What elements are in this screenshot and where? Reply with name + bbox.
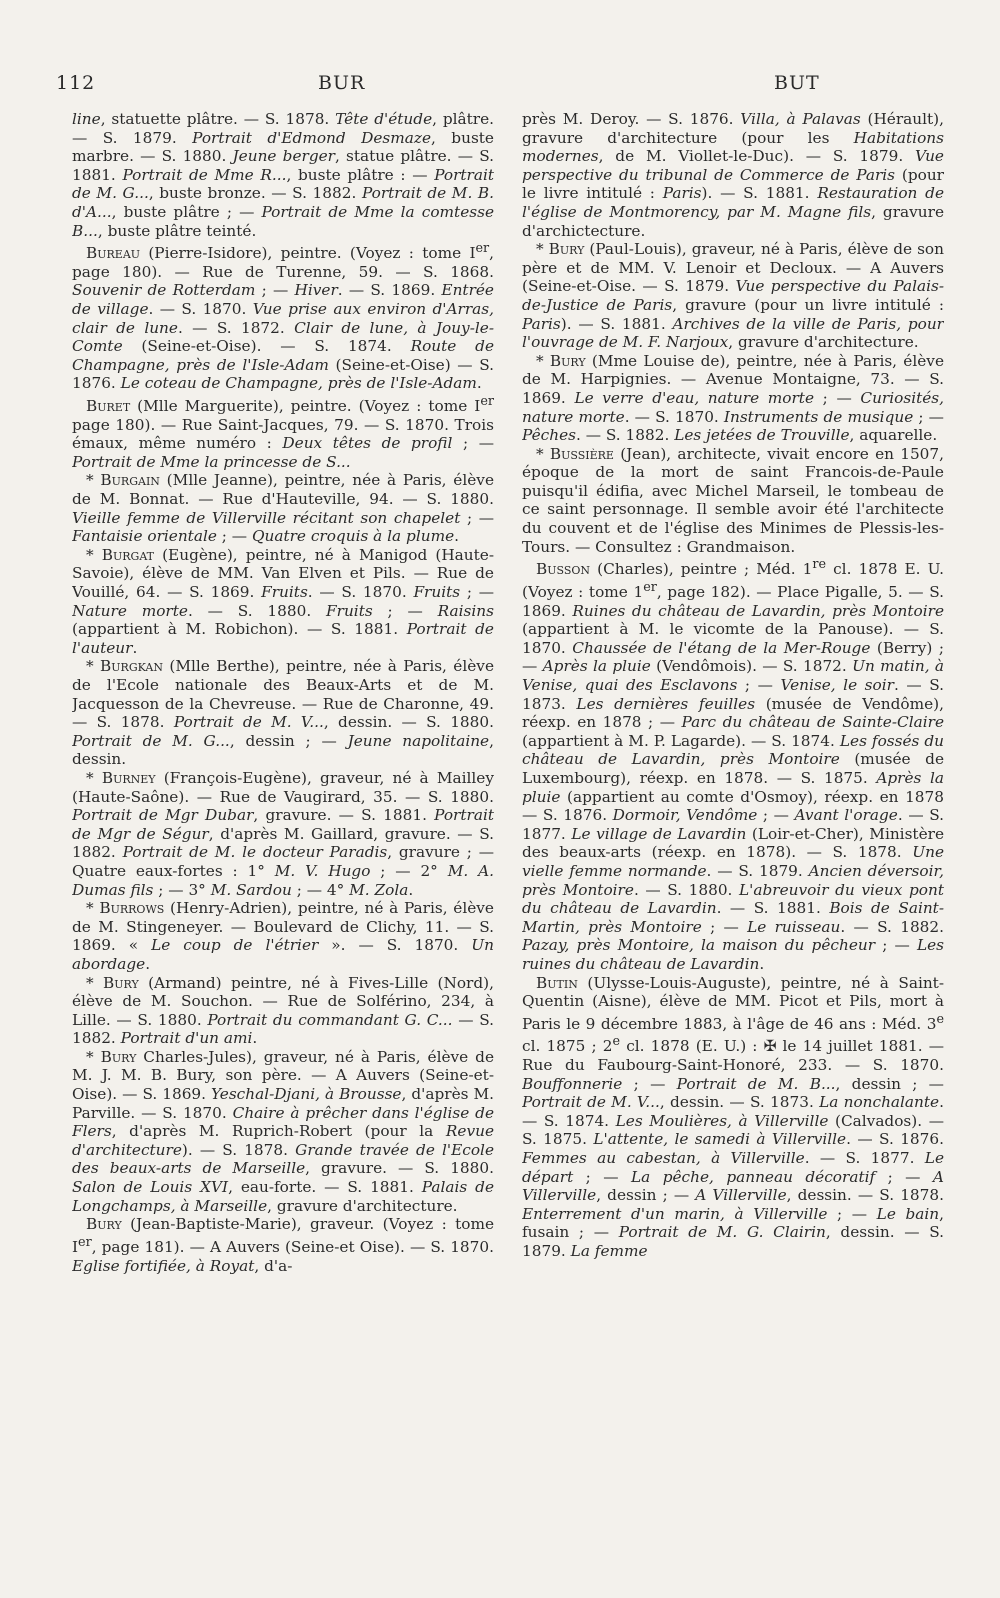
- left-running-head: BUR: [318, 72, 366, 94]
- dictionary-entry: * Burgkan (Mlle Berthe), peintre, née à Paris, élève de l'Ecole nationale des Beaux-Arts et de M. Jacquesson de la Chevreuse. — Rue de Charonne, 49. — S. 1878. Portrait de M. V..., dessin. — S. 1880. Portrait de M. G..., dessin ; — Jeune napolitaine, dessin.: [72, 657, 494, 769]
- dictionary-entry: * Burney (François-Eugène), graveur, né à Mailley (Haute-Saône). — Rue de Vaugirard, 35. — S. 1880. Portrait de Mgr Dubar, gravure. — S. 1881. Portrait de Mgr de Ségur, d'après M. Gaillard, gravure. — S. 1882. Portrait de M. le docteur Paradis, gravure ; — Quatre eaux-fortes : 1° M. V. Hugo ; — 2° M. A. Dumas fils ; — 3° M. Sardou ; — 4° M. Zola.: [72, 768, 494, 899]
- dictionary-entry: Bureau (Pierre-Isidore), peintre. (Voyez : tome Ier, page 180). — Rue de Turenne, 59. — S. 1868. Souvenir de Rotterdam ; — Hiver. — S. 1869. Entrée de village. — S. 1870. Vue prise aux environ d'Arras, clair de lune. — S. 1872. Clair de lune, à Jouy-le-Comte (Seine-et-Oise). — S. 1874. Route de Champagne, près de l'Isle-Adam (Seine-et-Oise) — S. 1876. Le coteau de Champagne, près de l'Isle-Adam.: [72, 241, 494, 393]
- dictionary-entry: Busson (Charles), peintre ; Méd. 1re cl. 1878 E. U. (Voyez : tome 1er, page 182). — Place Pigalle, 5. — S. 1869. Ruines du château de Lavardin, près Montoire (appartient à M. le vicomte de la Panouse). — S. 1870. Chaussée de l'étang de la Mer-Rouge (Berry) ; — Après la pluie (Vendômois). — S. 1872. Un matin, à Venise, quai des Esclavons ; — Venise, le soir. — S. 1873. Les dernières feuilles (musée de Vendôme), réexp. en 1878 ; — Parc du château de Sainte-Claire (appartient à M. P. Lagarde). — S. 1874. Les fossés du château de Lavardin, près Montoire (musée de Luxembourg), réexp. en 1878. — S. 1875. Après la pluie (appartient au comte d'Osmoy), réexp. en 1878 — S. 1876. Dormoir, Vendôme ; — Avant l'orage. — S. 1877. Le village de Lavardin (Loir-et-Cher), Ministère des beaux-arts (réexp. en 1878). — S. 1878. Une vielle femme normande. — S. 1879. Ancien déversoir, près Montoire. — S. 1880. L'abreuvoir du vieux pont du château de Lavardin. — S. 1881. Bois de Saint-Martin, près Montoire ; — Le ruisseau. — S. 1882. Pazay, près Montoire, la maison du pêcheur ; — Les ruines du château de Lavardin.: [522, 557, 944, 973]
- page-number: 112: [56, 72, 96, 94]
- running-header: [56, 72, 956, 102]
- dictionary-entry: * Bury (Armand) peintre, né à Fives-Lille (Nord), élève de M. Souchon. — Rue de Solférino, 234, à Lille. — S. 1880. Portrait du commandant G. C... — S. 1882. Portrait d'un ami.: [72, 973, 494, 1048]
- dictionary-entry: * Burgat (Eugène), peintre, né à Manigod (Haute-Savoie), élève de MM. Van Elven et Pils. — Rue de Vouillé, 64. — S. 1869. Fruits. — S. 1870. Fruits ; — Nature morte. — S. 1880. Fruits ; — Raisins (appartient à M. Robichon). — S. 1881. Portrait de l'auteur.: [72, 545, 494, 657]
- dictionary-entry: * Bury Charles-Jules), graveur, né à Paris, élève de M. J. M. B. Bury, son père. — A Auvers (Seine-et-Oise). — S. 1869. Yeschal-Djani, à Brousse, d'après M. Parville. — S. 1870. Chaire à prêcher dans l'église de Flers, d'après M. Ruprich-Robert (pour la Revue d'architecture). — S. 1878. Grande travée de l'Ecole des beaux-arts de Marseille, gravure. — S. 1880. Salon de Louis XVI, eau-forte. — S. 1881. Palais de Longchamps, à Marseille, gravure d'architecture.: [72, 1047, 494, 1215]
- dictionary-entry: Buret (Mlle Marguerite), peintre. (Voyez : tome Ier page 180). — Rue Saint-Jacques, 79. — S. 1870. Trois émaux, même numéro : Deux têtes de profil ; — Portrait de Mme la princesse de S...: [72, 394, 494, 471]
- right-column: [522, 110, 944, 1550]
- dictionary-entry: * Burrows (Henry-Adrien), peintre, né à Paris, élève de M. Stingeneyer. — Boulevard de Clichy, 11. — S. 1869. « Le coup de l'étrier ». — S. 1870. Un abordage.: [72, 899, 494, 973]
- dictionary-entry: * Bury (Mme Louise de), peintre, née à Paris, élève de M. Harpignies. — Avenue Montaigne, 73. — S. 1869. Le verre d'eau, nature morte ; — Curiosités, nature morte. — S. 1870. Instruments de musique ; — Pêches. — S. 1882. Les jetées de Trouville, aquarelle.: [522, 351, 944, 445]
- dictionary-entry: * Bury (Paul-Louis), graveur, né à Paris, élève de son père et de MM. V. Lenoir et Decloux. — A Auvers (Seine-et-Oise. — S. 1879. Vue perspective du Palais-de-Justice de Paris, gravure (pour un livre intitulé : Paris). — S. 1881. Archives de la ville de Paris, pour l'ouvrage de M. F. Narjoux, gravure d'architecture.: [522, 240, 944, 352]
- dictionary-entry: Butin (Ulysse-Louis-Auguste), peintre, né à Saint-Quentin (Aisne), élève de MM. Picot et Pils, mort à Paris le 9 décembre 1883, à l'âge de 46 ans : Méd. 3e cl. 1875 ; 2e cl. 1878 (E. U.) : ✠ le 14 juillet 1881. — Rue du Faubourg-Saint-Honoré, 233. — S. 1870. Bouffonnerie ; — Portrait de M. B..., dessin ; — Portrait de M. V..., dessin. — S. 1873. La nonchalante. — S. 1874. Les Moulières, à Villerville (Calvados). — S. 1875. L'attente, le samedi à Villerville. — S. 1876. Femmes au cabestan, à Villerville. — S. 1877. Le départ ; — La pêche, panneau décoratif ; — A Villerville, dessin ; — A Villerville, dessin. — S. 1878. Enterrement d'un marin, à Villerville ; — Le bain, fusain ; — Portrait de M. G. Clairin, dessin. — S. 1879. La femme: [522, 973, 944, 1260]
- right-running-head: BUT: [774, 72, 820, 94]
- dictionary-entry: * Bussière (Jean), architecte, vivait encore en 1507, époque de la mort de saint Francois-de-Paule puisqu'il édifia, avec Michel Marseil, le tombeau de ce saint personnage. Il semble avoir été l'architecte du couvent et de l'église des Minimes de Plessis-les-Tours. — Consultez : Grandmaison.: [522, 444, 944, 556]
- dictionary-entry: Bury (Jean-Baptiste-Marie), graveur. (Voyez : tome Ier, page 181). — A Auvers (Seine-et Oise). — S. 1870. Eglise fortifiée, à Royat, d'a-: [72, 1215, 494, 1275]
- left-column: [72, 110, 494, 1550]
- dictionary-entry: près M. Deroy. — S. 1876. Villa, à Palavas (Hérault), gravure d'architecture (pour les Habitations modernes, de M. Viollet-le-Duc). — S. 1879. Vue perspective du tribunal de Commerce de Paris (pour le livre intitulé : Paris). — S. 1881. Restauration de l'église de Montmorency, par M. Magne fils, gravure d'archictecture.: [522, 110, 944, 240]
- dictionary-entry: line, statuette plâtre. — S. 1878. Tête d'étude, plâtre. — S. 1879. Portrait d'Edmond Desmaze, buste marbre. — S. 1880. Jeune berger, statue plâtre. — S. 1881. Portrait de Mme R..., buste plâtre : — Portrait de M. G..., buste bronze. — S. 1882. Portrait de M. B. d'A..., buste plâtre ; — Portrait de Mme la comtesse B..., buste plâtre teinté.: [72, 110, 494, 240]
- dictionary-entry: * Burgain (Mlle Jeanne), peintre, née à Paris, élève de M. Bonnat. — Rue d'Hauteville, 94. — S. 1880. Vieille femme de Villerville récitant son chapelet ; — Fantaisie orientale ; — Quatre croquis à la plume.: [72, 471, 494, 546]
